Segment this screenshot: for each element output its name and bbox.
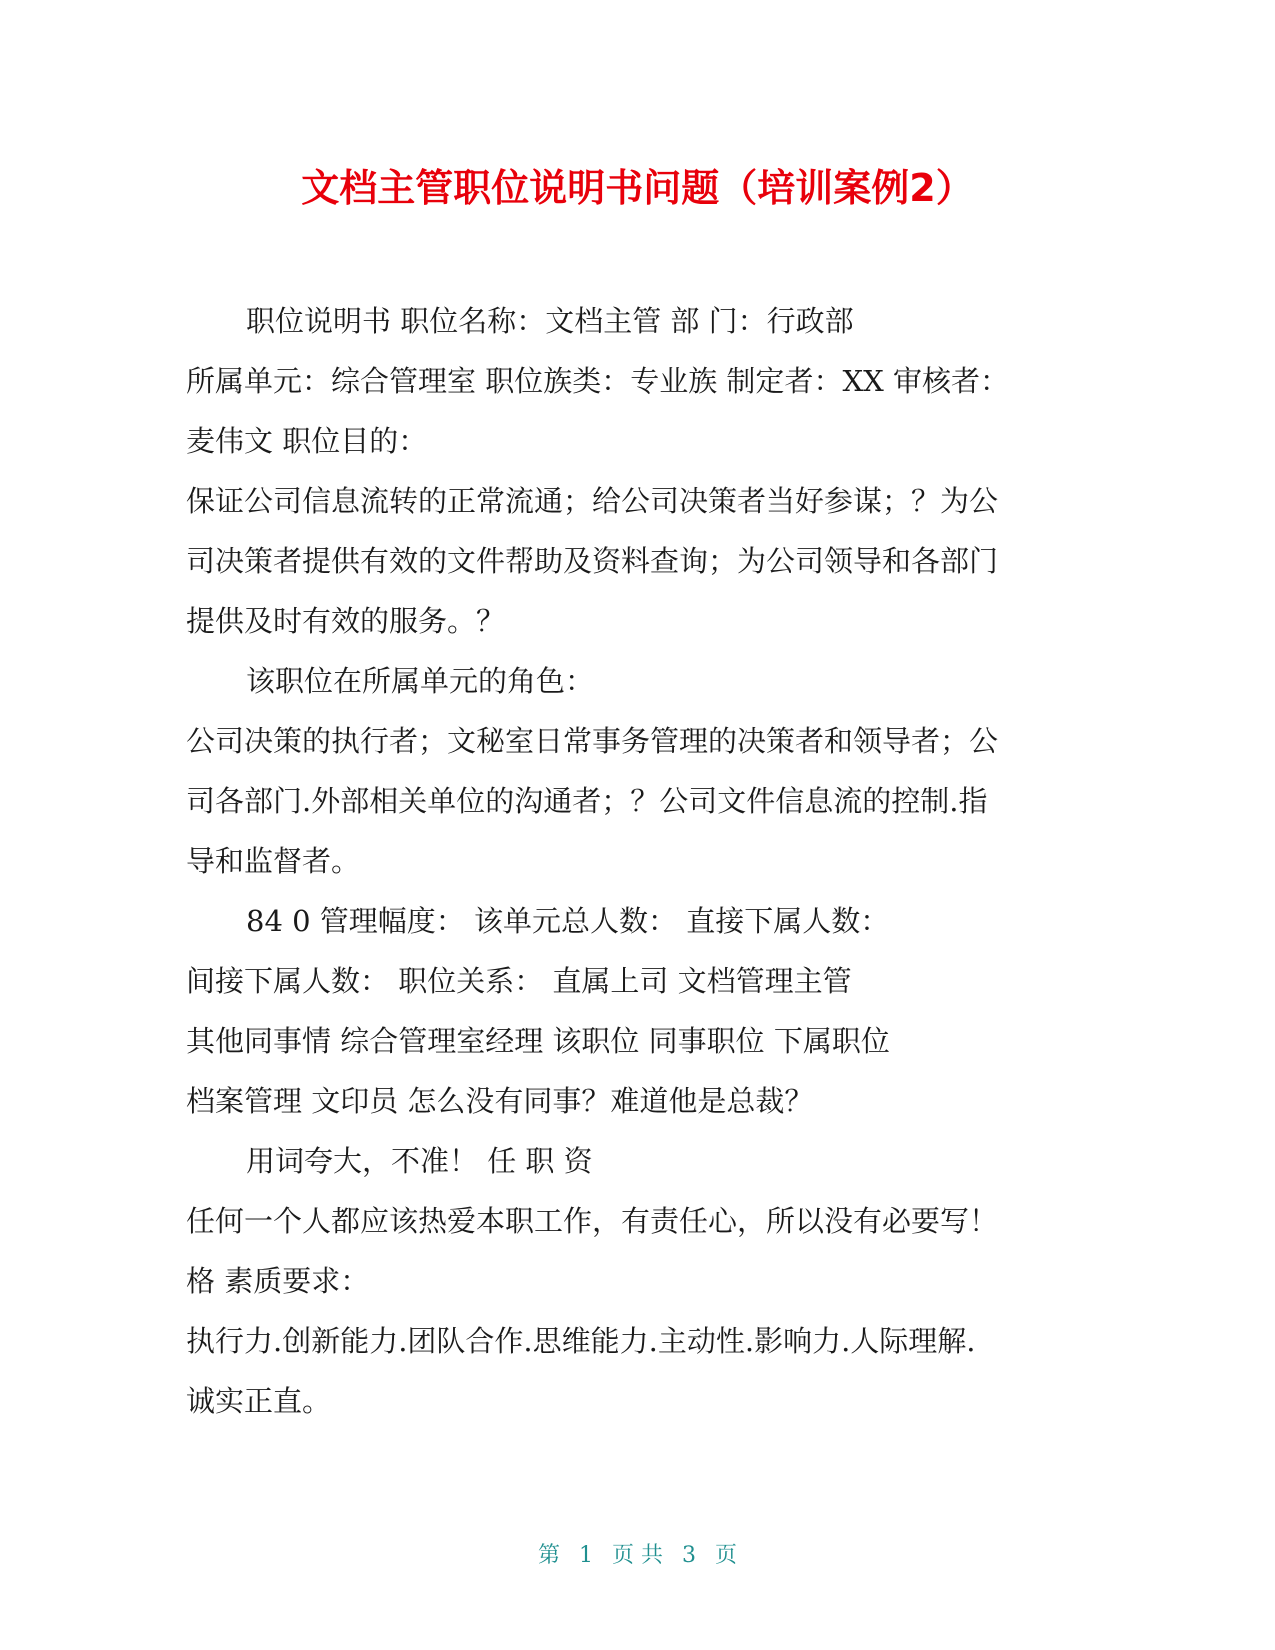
body-line: 任何一个人都应该热爱本职工作，有责任心，所以没有必要写！ [186, 1204, 999, 1238]
body-line: 执行力.创新能力.团队合作.思维能力.主动性.影响力.人际理解. [186, 1324, 976, 1358]
body-line: 格 素质要求： [186, 1264, 370, 1298]
body-line: 档案管理 文印员 怎么没有同事？难道他是总裁？ [186, 1084, 814, 1118]
body-line: 间接下属人数： 职位关系： 直属上司 文档管理主管 [186, 964, 852, 998]
body-line: 司决策者提供有效的文件帮助及资料查询；为公司领导和各部门 [186, 544, 999, 578]
page-footer [0, 1540, 1275, 1572]
footer-current-page: 1 [579, 1543, 593, 1568]
body-line: 公司决策的执行者；文秘室日常事务管理的决策者和领导者；公 [186, 724, 999, 758]
body-line: 84 0 管理幅度： 该单元总人数： 直接下属人数： [246, 904, 890, 938]
body-line: 用词夸大，不准！ 任 职 资 [246, 1144, 593, 1178]
footer-middle: 页 共 [612, 1543, 663, 1568]
footer-suffix: 页 [715, 1543, 738, 1568]
footer-total-pages: 3 [682, 1543, 696, 1568]
body-line: 其他同事情 综合管理室经理 该职位 同事职位 下属职位 [186, 1024, 890, 1058]
body-line: 司各部门.外部相关单位的沟通者；？公司文件信息流的控制.指 [186, 784, 988, 818]
body-line: 诚实正直。 [186, 1384, 332, 1418]
body-line: 职位说明书 职位名称：文档主管 部 门：行政部 [246, 304, 854, 338]
document-title: 文档主管职位说明书问题（培训案例2） [301, 166, 974, 210]
body-line: 导和监督者。 [186, 844, 361, 878]
body-line: 提供及时有效的服务。？ [186, 604, 506, 638]
footer-prefix: 第 [537, 1543, 560, 1568]
body-line: 该职位在所属单元的角色： [246, 664, 595, 698]
document-body [186, 291, 1086, 1431]
body-line: 麦伟文 职位目的： [186, 424, 428, 458]
body-line: 所属单元：综合管理室 职位族类：专业族 制定者：XX 审核者： [186, 364, 1009, 398]
body-line: 保证公司信息流转的正常流通；给公司决策者当好参谋；？为公 [186, 484, 999, 518]
